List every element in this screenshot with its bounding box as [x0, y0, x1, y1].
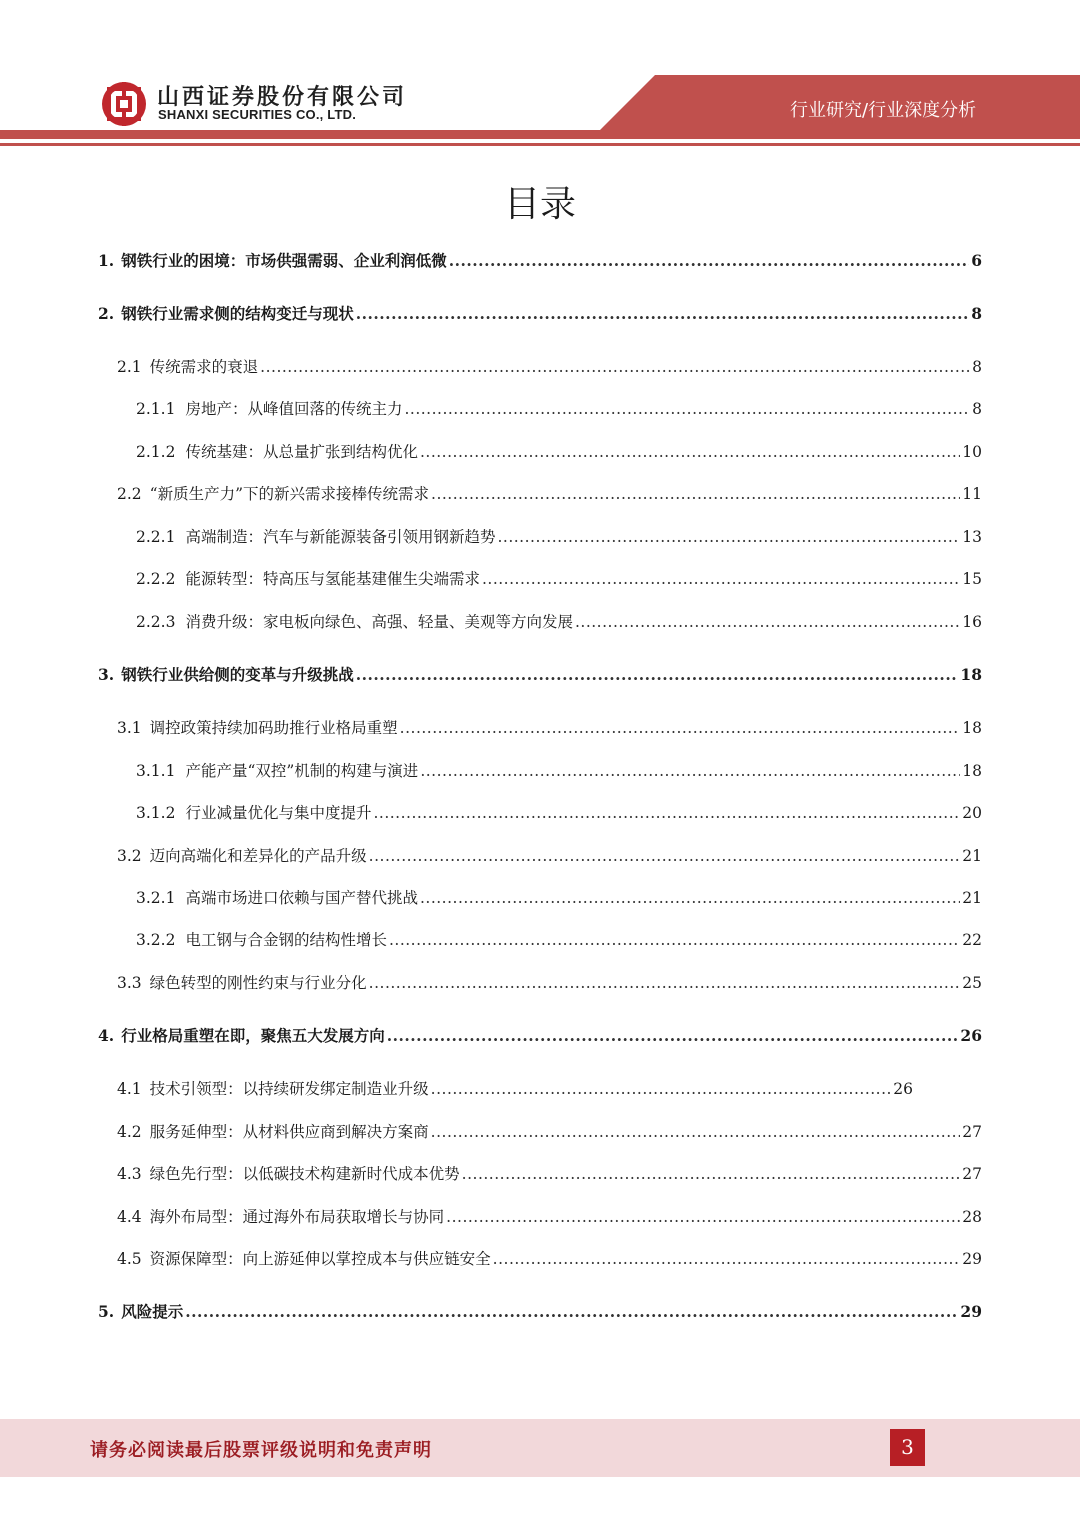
toc-entry-title: 服务延伸型：从材料供应商到解决方案商	[149, 1123, 429, 1141]
toc-entry-page: 29	[960, 1302, 982, 1321]
toc-entry-page: 26	[960, 1026, 982, 1045]
toc-entry[interactable]	[117, 1121, 982, 1143]
toc-entry-title: 传统基建：从总量扩张到结构优化	[185, 443, 418, 461]
toc-leader-dots	[497, 526, 960, 548]
toc-entry-number: 2.	[98, 304, 115, 323]
toc-leader-dots	[575, 611, 960, 633]
toc-entry[interactable]	[117, 972, 982, 994]
toc-entry-page: 6	[971, 251, 982, 270]
toc-entry[interactable]	[136, 441, 982, 463]
toc-leader-dots	[431, 483, 960, 505]
toc-entry-number: 2.2.3	[136, 613, 176, 631]
report-category: 行业研究/行业深度分析	[790, 100, 977, 121]
toc-entry-page: 15	[962, 570, 982, 588]
toc-leader-dots	[420, 887, 960, 909]
page-number: 3	[890, 1429, 925, 1466]
toc-entry[interactable]	[136, 929, 982, 951]
toc-entry-page: 10	[962, 443, 982, 461]
toc-entry-number: 3.3	[117, 974, 142, 992]
toc-entry-page: 20	[962, 804, 982, 822]
toc-entry-title: 钢铁行业的困境：市场供强需弱、企业利润低微	[121, 251, 447, 270]
toc-leader-dots	[446, 1206, 960, 1228]
toc-entry[interactable]	[98, 664, 982, 686]
toc-leader-dots	[431, 1078, 892, 1100]
toc-entry[interactable]	[117, 1248, 982, 1270]
toc-entry-title: 房地产：从峰值回落的传统主力	[185, 400, 403, 418]
toc-entry-page: 22	[962, 931, 982, 949]
toc-leader-dots	[185, 1301, 958, 1323]
toc-leader-dots	[387, 1025, 959, 1047]
toc-entry-number: 2.1.2	[136, 443, 176, 461]
toc-entry-title: 调控政策持续加码助推行业格局重塑	[149, 719, 398, 737]
toc-entry[interactable]	[136, 398, 982, 420]
toc-entry-title: 电工钢与合金钢的结构性增长	[185, 931, 387, 949]
toc-entry-title: 消费升级：家电板向绿色、高强、轻量、美观等方向发展	[185, 613, 573, 631]
toc-entry-number: 4.4	[117, 1208, 142, 1226]
toc-entry-page: 21	[962, 889, 982, 907]
toc-entry[interactable]	[117, 845, 982, 867]
toc-entry-page: 8	[971, 304, 982, 323]
toc-entry[interactable]	[98, 1301, 982, 1323]
toc-entry[interactable]	[117, 356, 982, 378]
toc-entry[interactable]	[117, 1163, 982, 1185]
toc-entry-page: 26	[893, 1080, 913, 1098]
toc-entry[interactable]	[117, 1206, 982, 1228]
toc-entry-number: 3.2.1	[136, 889, 176, 907]
toc-entry-title: 高端市场进口依赖与国产替代挑战	[185, 889, 418, 907]
toc-entry[interactable]	[136, 568, 982, 590]
toc-leader-dots	[404, 398, 970, 420]
toc-entry[interactable]	[117, 717, 982, 739]
toc-entry-page: 18	[960, 665, 982, 684]
toc-entry-number: 2.2	[117, 485, 142, 503]
toc-entry-title: 技术引领型：以持续研发绑定制造业升级	[149, 1080, 429, 1098]
toc-entry-title: 能源转型：特高压与氢能基建催生尖端需求	[185, 570, 480, 588]
toc-entry[interactable]	[98, 1025, 982, 1047]
toc-leader-dots	[482, 568, 960, 590]
toc-entry-title: “新质生产力”下的新兴需求接棒传统需求	[149, 485, 430, 503]
toc-entry[interactable]	[136, 611, 982, 633]
toc-entry[interactable]	[136, 526, 982, 548]
header-band	[0, 0, 1080, 150]
toc-entry-title: 传统需求的衰退	[149, 358, 259, 376]
toc-entry-title: 高端制造：汽车与新能源装备引领用钢新趋势	[185, 528, 496, 546]
toc-entry-number: 2.1	[117, 358, 142, 376]
toc-leader-dots	[356, 664, 959, 686]
toc-leader-dots	[260, 356, 970, 378]
page-title: 目录	[503, 184, 576, 225]
toc-entry-page: 27	[962, 1123, 982, 1141]
toc-entry-page: 28	[962, 1208, 982, 1226]
toc-entry-number: 4.5	[117, 1250, 142, 1268]
toc-entry-page: 13	[962, 528, 982, 546]
toc-entry-number: 4.2	[117, 1123, 142, 1141]
toc-entry[interactable]	[136, 760, 982, 782]
toc-entry-number: 3.2	[117, 847, 142, 865]
toc-entry-page: 16	[962, 613, 982, 631]
toc-entry-number: 3.2.2	[136, 931, 176, 949]
toc-entry-number: 4.1	[117, 1080, 142, 1098]
toc-entry-title: 海外布局型：通过海外布局获取增长与协同	[149, 1208, 445, 1226]
toc-entry-number: 3.1	[117, 719, 142, 737]
company-name-cn: 山西证券股份有限公司	[157, 85, 408, 110]
toc-leader-dots	[431, 1121, 961, 1143]
toc-entry-number: 5.	[98, 1302, 115, 1321]
company-name-en: SHANXI SECURITIES CO., LTD.	[158, 107, 357, 122]
toc-entry-number: 1.	[98, 251, 115, 270]
toc-entry-title: 风险提示	[121, 1302, 184, 1321]
toc-entry[interactable]	[98, 250, 982, 272]
toc-entry-title: 资源保障型：向上游延伸以掌控成本与供应链安全	[149, 1250, 491, 1268]
toc-leader-dots	[389, 929, 960, 951]
toc-leader-dots	[462, 1163, 961, 1185]
toc-entry-title: 迈向高端化和差异化的产品升级	[149, 847, 367, 865]
toc-leader-dots	[420, 760, 960, 782]
toc-entry[interactable]	[117, 483, 982, 505]
toc-leader-dots	[369, 972, 961, 994]
toc-entry-number: 3.1.2	[136, 804, 176, 822]
toc-entry-number: 3.1.1	[136, 762, 176, 780]
toc-leader-dots	[420, 441, 960, 463]
toc-entry-title: 行业格局重塑在即，聚焦五大发展方向	[121, 1026, 385, 1045]
toc-leader-dots	[369, 845, 961, 867]
toc-entry-number: 2.2.2	[136, 570, 176, 588]
toc-entry-page: 8	[972, 400, 982, 418]
toc-entry-page: 18	[962, 762, 982, 780]
toc-entry-title: 绿色先行型：以低碳技术构建新时代成本优势	[149, 1165, 460, 1183]
toc-leader-dots	[373, 802, 960, 824]
toc-entry-page: 8	[972, 358, 982, 376]
toc-entry-title: 绿色转型的刚性约束与行业分化	[149, 974, 367, 992]
toc-leader-dots	[493, 1248, 961, 1270]
toc-entry-number: 3.	[98, 665, 115, 684]
toc-entry-number: 4.	[98, 1026, 115, 1045]
toc-entry[interactable]	[98, 303, 982, 325]
disclaimer-text: 请务必阅读最后股票评级说明和免责声明	[90, 1440, 432, 1461]
toc-leader-dots	[400, 717, 961, 739]
toc-entry-number: 2.1.1	[136, 400, 176, 418]
toc-entry-number: 4.3	[117, 1165, 142, 1183]
toc-entry-title: 钢铁行业需求侧的结构变迁与现状	[121, 304, 354, 323]
toc-entry-page: 27	[962, 1165, 982, 1183]
toc-leader-dots	[356, 303, 970, 325]
toc-entry-title: 产能产量“双控”机制的构建与演进	[185, 762, 419, 780]
toc-entry-page: 25	[962, 974, 982, 992]
toc-entry-title: 钢铁行业供给侧的变革与升级挑战	[121, 665, 354, 684]
toc-entry[interactable]	[136, 802, 982, 824]
toc-entry-page: 18	[962, 719, 982, 737]
toc-leader-dots	[449, 250, 970, 272]
toc-entry-title: 行业减量优化与集中度提升	[185, 804, 372, 822]
toc-entry-number: 2.2.1	[136, 528, 176, 546]
shanxi-securities-logo-icon	[100, 80, 148, 128]
toc-entry-page: 29	[962, 1250, 982, 1268]
toc-entry-page: 21	[962, 847, 982, 865]
toc-entry[interactable]	[117, 1078, 913, 1100]
toc-entry-page: 11	[962, 485, 982, 503]
toc-entry[interactable]	[136, 887, 982, 909]
page-header	[0, 0, 1080, 150]
